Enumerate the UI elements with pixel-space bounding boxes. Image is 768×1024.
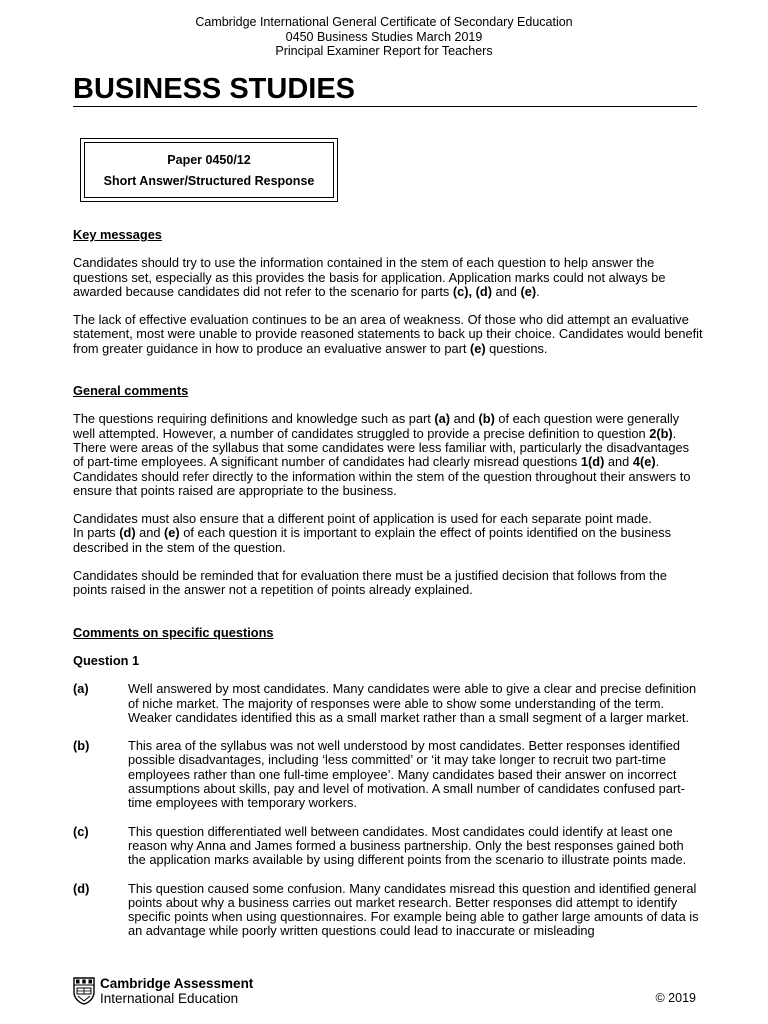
- key-messages-paragraph-1: Candidates should try to use the information contained in the stem of each question to help answer the questions set, especially as this provides the basis for application. Application marks could not always be awarded because candidates did not refer to the scenario for parts (c), (d) and (e).: [73, 255, 666, 299]
- header-line-3: Principal Examiner Report for Teachers: [275, 44, 493, 58]
- paper-box: [80, 138, 338, 202]
- cambridge-crest-icon: [73, 977, 95, 1005]
- copyright: © 2019: [655, 991, 696, 1005]
- key-messages-heading: Key messages: [73, 227, 162, 242]
- report-header: [0, 15, 768, 59]
- item-label: (b): [73, 738, 90, 754]
- question-1-title: Question 1: [73, 652, 140, 668]
- general-comments-paragraph-1: The questions requiring definitions and knowledge such as part (a) and (b) of each question were generally well attempted. However, a number of candidates struggled to provide a precise definition to question 2(b). There were areas of the syllabus that some candidates were less familiar with, particularly the disadvantages of part-time employees. A significant number of candidates had clearly misread questions 1(d) and 4(e). Candidates should refer directly to the information within the stem of the question throughout their answers to ensure that points raised are appropriate to the business.: [73, 411, 691, 498]
- item-text: This area of the syllabus was not well understood by most candidates. Better responses identified possible disadvantages, including ‘less committed’ or ‘it may take longer to recruit two part-time employees rather than one full-time employee’. Many candidates based their answer on incorrect assumptions about skills, pay and level of motivation. A small number of candidates confused part-time employees with temporary workers.: [128, 738, 685, 811]
- general-comments-paragraph-2: Candidates must also ensure that a different point of application is used for each separate point made. In parts (d) and (e) of each question it is important to explain the effect of points identified on the business described in the stem of the question.: [73, 511, 672, 555]
- answer-item-d: [73, 882, 703, 939]
- item-text: This question caused some confusion. Many candidates misread this question and identified general points about why a business carries out market research. Better responses did attempt to identify specific points when using questionnaires. For example being able to gather large amounts of data is an advantage while poorly written questions could lead to inaccurate or misleading: [128, 880, 699, 939]
- report-body: [73, 228, 703, 939]
- answer-item-c: [73, 825, 703, 868]
- paper-type: Short Answer/Structured Response: [103, 174, 315, 188]
- logo-line-2: International Education: [100, 991, 239, 1006]
- specific-comments-heading: Comments on specific questions: [73, 624, 274, 640]
- general-comments-heading: General comments: [73, 383, 189, 399]
- paper-number: Paper 0450/12: [167, 153, 251, 167]
- page-title: BUSINESS STUDIES: [73, 72, 697, 107]
- item-label: (a): [73, 681, 89, 697]
- logo-line-1: Cambridge Assessment: [100, 976, 254, 991]
- item-text: Well answered by most candidates. Many candidates were able to give a clear and precise definition of niche market. The majority of responses were able to show some understanding of the term. Weaker candidates identified this as a small market rather than a small segment of a larger market.: [128, 681, 697, 725]
- answer-item-b: [73, 739, 703, 810]
- header-line-1: Cambridge International General Certificate of Secondary Education: [195, 15, 573, 29]
- item-label: (c): [73, 823, 89, 839]
- header-line-2: 0450 Business Studies March 2019: [285, 29, 483, 44]
- item-text: This question differentiated well between candidates. Most candidates could identify at least one reason why Anna and James formed a business partnership. Only the best responses gained both the application marks available by using different points from the scenario to illustrate points made.: [128, 823, 687, 868]
- general-comments-paragraph-3: Candidates should be reminded that for evaluation there must be a justified decision that follows from the points raised in the answer not a repetition of points already explained.: [73, 568, 667, 598]
- item-label: (d): [73, 880, 90, 896]
- key-messages-paragraph-2: The lack of effective evaluation continues to be an area of weakness. Of those who did attempt an evaluative statement, most were unable to provide reasoned statements to back up their choice. Candidates would benefit from greater guidance in how to produce an evaluative answer to part (e) questions.: [73, 312, 703, 356]
- answer-item-a: [73, 682, 703, 725]
- cambridge-logo: [73, 976, 253, 1006]
